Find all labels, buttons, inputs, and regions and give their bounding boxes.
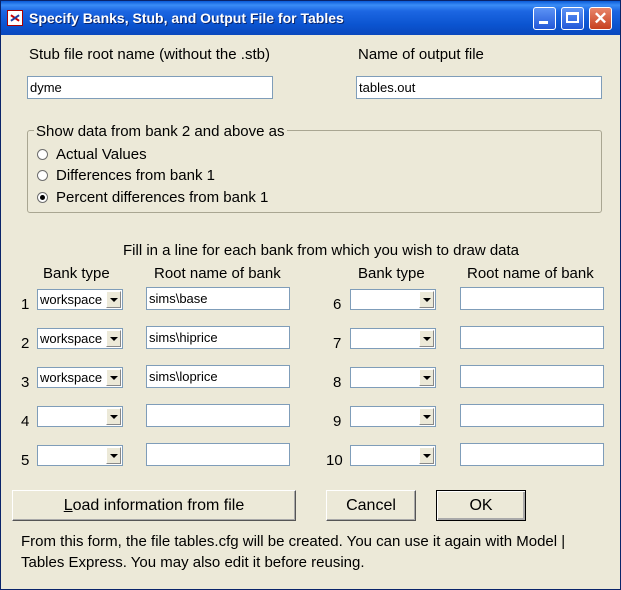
output-file-label: Name of output file [358,46,484,63]
app-icon [7,10,23,26]
stub-file-label: Stub file root name (without the .stb) [29,46,270,63]
bank-root-input-5[interactable] [146,443,290,466]
bank-row-number: 7 [333,335,342,352]
bank-root-input-10[interactable] [460,443,604,466]
radio-button-selected[interactable] [37,192,48,203]
chevron-down-icon[interactable] [419,369,434,386]
bank-row-number: 1 [21,296,30,313]
bank-type-value: workspace [40,292,103,307]
root-name-header-left: Root name of bank [154,265,281,282]
radio-label: Differences from bank 1 [56,167,215,184]
chevron-down-icon[interactable] [106,408,121,425]
close-icon: ✕ [593,9,608,28]
bank-row-number: 3 [21,374,30,391]
maximize-button[interactable] [561,7,584,30]
chevron-down-icon[interactable] [419,291,434,308]
bank-root-input-9[interactable] [460,404,604,427]
bank-type-select-9[interactable] [350,406,436,427]
bank-type-select-10[interactable] [350,445,436,466]
radio-actual-values[interactable] [37,146,147,163]
radio-label: Percent differences from bank 1 [56,189,269,206]
bank-type-select-4[interactable] [37,406,123,427]
footer-info-text: From this form, the file tables.cfg will be created. You can use it again with Model | Tables Express. You may also edit it before reusing. [21,533,566,571]
bank-type-value: workspace [40,370,103,385]
bank-type-select-2[interactable] [37,328,123,349]
bank-type-select-1[interactable] [37,289,123,310]
chevron-down-icon[interactable] [419,408,434,425]
load-from-file-button[interactable]: Load information from file [12,490,296,521]
chevron-down-icon[interactable] [419,330,434,347]
chevron-down-icon[interactable] [106,291,121,308]
bank-row-number: 10 [326,452,343,469]
bank-type-header-left: Bank type [43,265,110,282]
ok-button[interactable]: OK [436,490,526,521]
radio-percent-differences[interactable] [37,189,268,206]
maximize-icon [566,12,579,23]
bank-row-number: 5 [21,452,30,469]
output-file-input[interactable] [356,76,602,99]
radio-button[interactable] [37,170,48,181]
bank-type-select-7[interactable] [350,328,436,349]
bank-type-value: workspace [40,331,103,346]
bank-type-select-3[interactable] [37,367,123,388]
radio-label: Actual Values [56,146,147,163]
bank-type-select-5[interactable] [37,445,123,466]
close-button[interactable] [589,7,612,30]
chevron-down-icon[interactable] [419,447,434,464]
root-name-header-right: Root name of bank [467,265,594,282]
bank-type-select-8[interactable] [350,367,436,388]
radio-differences[interactable] [37,167,215,184]
bank-root-input-1[interactable] [146,287,290,310]
bank-root-input-6[interactable] [460,287,604,310]
bank-root-input-3[interactable] [146,365,290,388]
bank-row-number: 2 [21,335,30,352]
title-bar[interactable] [1,1,620,35]
stub-file-input[interactable] [27,76,273,99]
bank-type-select-6[interactable] [350,289,436,310]
banks-instruction: Fill in a line for each bank from which you wish to draw data [123,242,520,259]
window-title: Specify Banks, Stub, and Output File for Tables [29,10,344,26]
cancel-button[interactable]: Cancel [326,490,416,521]
bank-row-number: 9 [333,413,342,430]
show-data-group-title: Show data from bank 2 and above as [36,123,285,140]
bank-root-input-2[interactable] [146,326,290,349]
bank-type-header-right: Bank type [358,265,425,282]
radio-button[interactable] [37,149,48,160]
bank-row-number: 6 [333,296,342,313]
bank-row-number: 8 [333,374,342,391]
chevron-down-icon[interactable] [106,447,121,464]
bank-root-input-4[interactable] [146,404,290,427]
bank-row-number: 4 [21,413,30,430]
chevron-down-icon[interactable] [106,369,121,386]
bank-root-input-8[interactable] [460,365,604,388]
chevron-down-icon[interactable] [106,330,121,347]
minimize-button[interactable] [533,7,556,30]
minimize-icon [539,21,548,24]
bank-root-input-7[interactable] [460,326,604,349]
